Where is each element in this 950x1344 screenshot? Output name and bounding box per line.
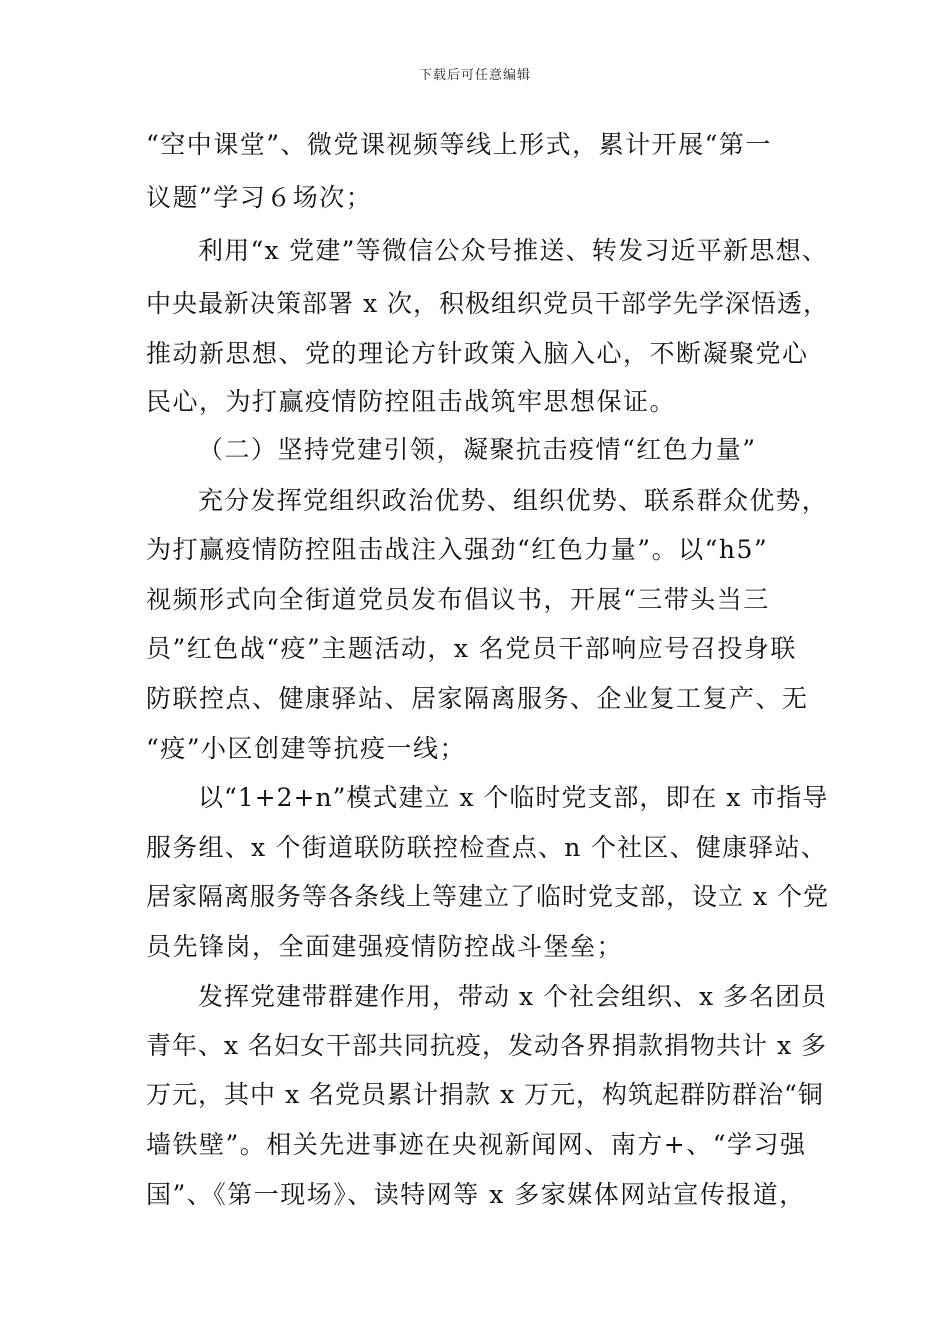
paragraph-start-line: 发挥党建带群建作用，带动 x 个社会组织、x 多名团员: [198, 982, 828, 1011]
page-header: 下载后可任意编辑: [418, 68, 531, 83]
text-line: 员”红色战“疫”主题活动，x 名党员干部响应号召投身联: [146, 634, 797, 663]
text-line: 为打赢疫情防控阻击战注入强劲“红色力量”。以“h5”: [146, 535, 769, 564]
text-line: 员先锋岗，全面建强疫情防控战斗堡垒；: [146, 932, 624, 961]
text-line: “空中课堂”、微党课视频等线上形式，累计开展“第一: [146, 130, 772, 159]
text-line: 防联控点、健康驿站、居家隔离服务、企业复工复产、无: [146, 684, 809, 713]
text-line: 居家隔离服务等各条线上等建立了临时党支部，设立 x 个党: [146, 882, 829, 911]
text-line: 万元，其中 x 名党员累计捐款 x 万元，构筑起群防群治“铜: [146, 1080, 824, 1109]
text-line: 墙铁壁”。相关先进事迹在央视新闻网、南方+、“学习强: [146, 1130, 807, 1159]
text-line: 服务组、x 个街道联防联控检查点、n 个社区、健康驿站、: [146, 833, 828, 862]
text-line: 国”、《第一现场》、读特网等 x 多家媒体网站宣传报道，: [146, 1180, 806, 1209]
text-line: 推动新思想、党的理论方针政策入脑入心，不断凝聚党心: [146, 339, 809, 368]
paragraph-start-line: 充分发挥党组织政治优势、组织优势、联系群众优势，: [198, 486, 829, 515]
text-line: “疫”小区创建等抗疫一线；: [146, 734, 467, 763]
section-heading: （二）坚持党建引领，凝聚抗击疫情“红色力量”: [198, 435, 757, 464]
text-line: 青年、x 名妇女干部共同抗疫，发动各界捐款捐物共计 x 多: [146, 1031, 828, 1060]
text-line: 议题”学习６场次；: [146, 183, 373, 212]
text-line: 视频形式向全街道党员发布倡议书，开展“三带头当三: [146, 585, 770, 614]
paragraph-start-line: 利用“x 党建”等微信公众号推送、转发习近平新思想、: [198, 236, 829, 265]
paragraph-start-line: 以“1+2+n”模式建立 x 个临时党支部，即在 x 市指导: [198, 783, 829, 812]
text-line: 中央最新决策部署 x 次，积极组织党员干部学先学深悟透，: [146, 289, 829, 318]
text-line: 民心，为打赢疫情防控阻击战筑牢思想保证。: [146, 387, 677, 416]
